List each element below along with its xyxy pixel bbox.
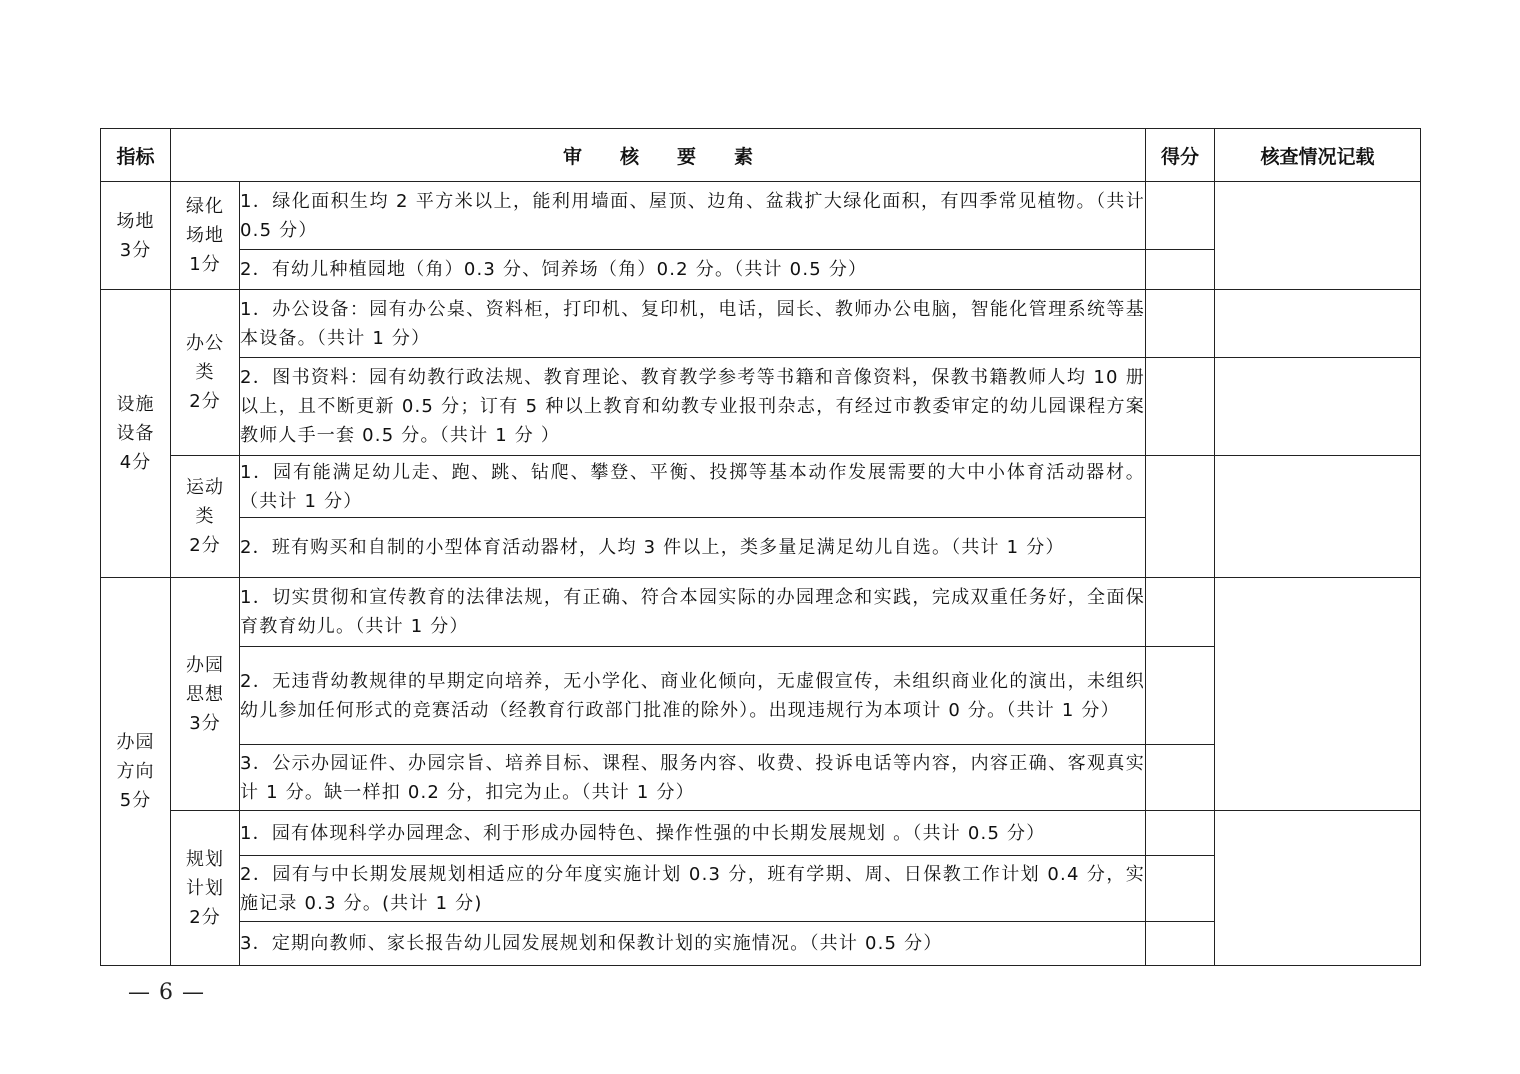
header-row <box>101 129 1421 182</box>
table-row <box>101 358 1421 456</box>
subindicator-planning: 规划 计划 2分 <box>171 811 240 966</box>
record-cell[interactable] <box>1215 182 1421 290</box>
review-item: 1．绿化面积生均 2 平方米以上，能利用墙面、屋顶、边角、盆栽扩大绿化面积，有四季常见植物。（共计 0.5 分） <box>240 182 1146 250</box>
record-cell[interactable] <box>1215 290 1421 358</box>
table-row <box>101 182 1421 250</box>
table-row <box>101 456 1421 518</box>
page-number: — 6 — <box>128 980 205 1005</box>
score-cell[interactable] <box>1146 745 1215 811</box>
score-cell[interactable] <box>1146 647 1215 745</box>
score-cell[interactable] <box>1146 922 1215 966</box>
score-cell[interactable] <box>1146 856 1215 922</box>
table-row <box>101 578 1421 647</box>
review-item: 2．班有购买和自制的小型体育活动器材，人均 3 件以上，类多量足满足幼儿自选。（共计 1 分） <box>240 518 1146 578</box>
score-cell[interactable] <box>1146 358 1215 456</box>
table-row <box>101 811 1421 856</box>
header-score: 得分 <box>1146 129 1215 182</box>
review-item: 2．园有与中长期发展规划相适应的分年度实施计划 0.3 分，班有学期、周、日保教工作计划 0.4 分，实施记录 0.3 分。(共计 1 分) <box>240 856 1146 922</box>
score-cell[interactable] <box>1146 182 1215 250</box>
review-item: 3．公示办园证件、办园宗旨、培养目标、课程、服务内容、收费、投诉电话等内容，内容正确、客观真实计 1 分。缺一样扣 0.2 分，扣完为止。（共计 1 分） <box>240 745 1146 811</box>
indicator-site: 场地 3分 <box>101 182 171 290</box>
header-indicator: 指标 <box>101 129 171 182</box>
review-item: 1．切实贯彻和宣传教育的法律法规，有正确、符合本园实际的办园理念和实践，完成双重任务好，全面保育教育幼儿。（共计 1 分） <box>240 578 1146 647</box>
header-review-elements: 审 核 要 素 <box>171 129 1146 182</box>
indicator-facilities: 设施 设备 4分 <box>101 290 171 578</box>
review-table <box>100 128 1421 966</box>
record-cell[interactable] <box>1215 358 1421 456</box>
subindicator-philosophy: 办园 思想 3分 <box>171 578 240 811</box>
record-cell[interactable] <box>1215 811 1421 966</box>
header-check-record: 核查情况记载 <box>1215 129 1421 182</box>
score-cell[interactable] <box>1146 250 1215 290</box>
review-item: 2．无违背幼教规律的早期定向培养，无小学化、商业化倾向，无虚假宣传，未组织商业化的演出，未组织幼儿参加任何形式的竞赛活动（经教育行政部门批准的除外）。出现违规行为本项计 0 分。（共计 1 分） <box>240 647 1146 745</box>
subindicator-sports: 运动 类 2分 <box>171 456 240 578</box>
score-cell[interactable] <box>1146 456 1215 578</box>
score-cell[interactable] <box>1146 811 1215 856</box>
score-cell[interactable] <box>1146 578 1215 647</box>
review-item: 1．园有能满足幼儿走、跑、跳、钻爬、攀登、平衡、投掷等基本动作发展需要的大中小体育活动器材。（共计 1 分） <box>240 456 1146 518</box>
record-cell[interactable] <box>1215 578 1421 811</box>
subindicator-greening: 绿化 场地 1分 <box>171 182 240 290</box>
score-cell[interactable] <box>1146 290 1215 358</box>
review-item: 3．定期向教师、家长报告幼儿园发展规划和保教计划的实施情况。（共计 0.5 分） <box>240 922 1146 966</box>
table-row <box>101 290 1421 358</box>
review-item: 2．图书资料：园有幼教行政法规、教育理论、教育教学参考等书籍和音像资料，保教书籍教师人均 10 册以上，且不断更新 0.5 分；订有 5 种以上教育和幼教专业报刊杂志，有经过市教委审定的幼儿园课程方案教师人手一套 0.5 分。（共计 1 分 ） <box>240 358 1146 456</box>
indicator-direction: 办园 方向 5分 <box>101 578 171 966</box>
review-item: 2．有幼儿种植园地（角）0.3 分、饲养场（角）0.2 分。（共计 0.5 分） <box>240 250 1146 290</box>
record-cell[interactable] <box>1215 456 1421 578</box>
review-item: 1．办公设备：园有办公桌、资料柜，打印机、复印机，电话，园长、教师办公电脑，智能化管理系统等基本设备。（共计 1 分） <box>240 290 1146 358</box>
review-item: 1．园有体现科学办园理念、利于形成办园特色、操作性强的中长期发展规划 。（共计 0.5 分） <box>240 811 1146 856</box>
subindicator-office: 办公 类 2分 <box>171 290 240 456</box>
